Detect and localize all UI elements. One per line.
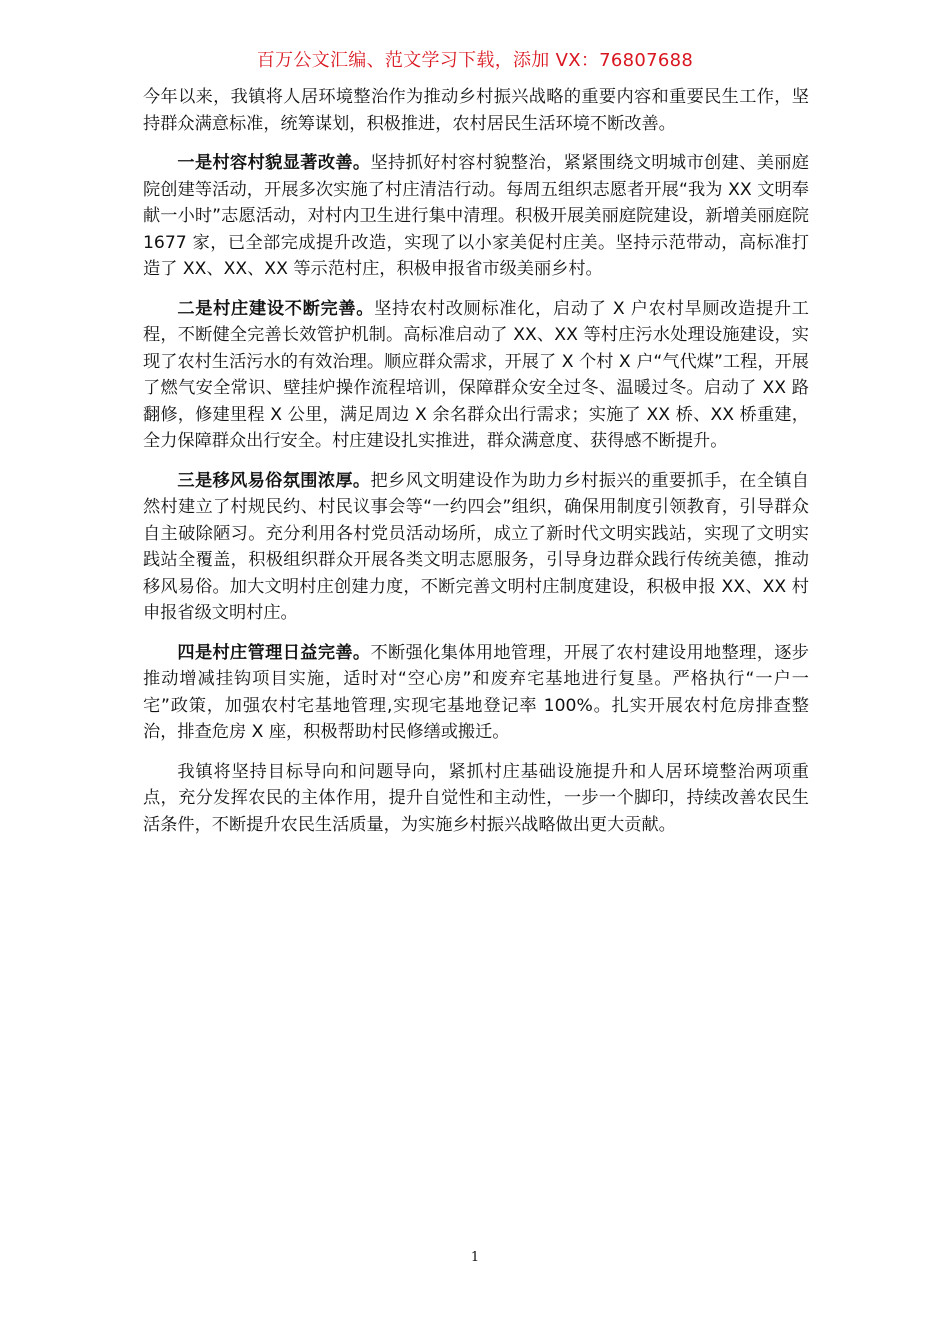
section-paragraph-1 bbox=[143, 150, 809, 283]
paragraph-body: 坚持农村改厕标准化，启动了 X 户农村旱厕改造提升工程，不断健全完善长效管护机制。高标准启动了 XX、XX 等村庄污水处理设施建设，实现了农村生活污水的有效治理。顺应群众需求，开展了 X 个村 X 户“气代煤”工程，开展了燃气安全常识、壁挂炉操作流程培训，保障群众安全过冬、温暖过冬。启动了 XX 路翻修，修建里程 X 公里，满足周边 X 余名群众出行需求；实施了 XX 桥、XX 桥重建，全力保障群众出行安全。村庄建设扎实推进，群众满意度、获得感不断提升。 bbox=[143, 298, 809, 451]
paragraph-body: 不断强化集体用地管理，开展了农村建设用地整理，逐步推动增减挂钩项目实施，适时对“空心房”和废弃宅基地进行复垦。严格执行“一户一宅”政策，加强农村宅基地管理,实现宅基地登记率 100%。扎实开展农村危房排查整治，排查危房 X 座，积极帮助村民修缮或搬迁。 bbox=[143, 642, 809, 742]
paragraph-body: 坚持抓好村容村貌整治，紧紧围绕文明城市创建、美丽庭院创建等活动，开展多次实施了村庄清洁行动。每周五组织志愿者开展“我为 XX 文明奉献一小时”志愿活动，对村内卫生进行集中清理。积极开展美丽庭院建设，新增美丽庭院 1677 家，已全部完成提升改造，实现了以小家美促村庄美。坚持示范带动，高标准打造了 XX、XX、XX 等示范村庄，积极申报省市级美丽乡村。 bbox=[143, 153, 809, 279]
document-body bbox=[143, 84, 809, 851]
page-number: 1 bbox=[470, 1250, 480, 1265]
intro-paragraph bbox=[143, 84, 809, 137]
paragraph-body: 把乡风文明建设作为助力乡村振兴的重要抓手，在全镇自然村建立了村规民约、村民议事会等“一约四会”组织，确保用制度引领教育，引导群众自主破除陋习。充分利用各村党员活动场所，成立了新时代文明实践站，实现了文明实践站全覆盖，积极组织群众开展各类文明志愿服务，引导身边群众践行传统美德，推动移风易俗。加大文明村庄创建力度，不断完善文明村庄制度建设，积极申报 XX、XX 村申报省级文明村庄。 bbox=[143, 470, 809, 623]
section-paragraph-3 bbox=[143, 468, 809, 627]
section-heading: 四是村庄管理日益完善。 bbox=[177, 642, 371, 663]
paragraph-body: 今年以来，我镇将人居环境整治作为推动乡村振兴战略的重要内容和重要民生工作，坚持群众满意标准，统筹谋划，积极推进，农村居民生活环境不断改善。 bbox=[143, 87, 809, 134]
section-paragraph-4 bbox=[143, 640, 809, 746]
promo-header: 百万公文汇编、范文学习下载，添加 VX：76807688 bbox=[256, 50, 694, 71]
paragraph-body: 我镇将坚持目标导向和问题导向，紧抓村庄基础设施提升和人居环境整治两项重点，充分发挥农民的主体作用，提升自觉性和主动性，一步一个脚印，持续改善农民生活条件，不断提升农民生活质量，为实施乡村振兴战略做出更大贡献。 bbox=[143, 761, 809, 835]
closing-paragraph bbox=[143, 759, 809, 839]
section-paragraph-2 bbox=[143, 296, 809, 455]
section-heading: 一是村容村貌显著改善。 bbox=[177, 153, 371, 173]
section-heading: 二是村庄建设不断完善。 bbox=[177, 298, 375, 319]
section-heading: 三是移风易俗氛围浓厚。 bbox=[177, 470, 371, 491]
